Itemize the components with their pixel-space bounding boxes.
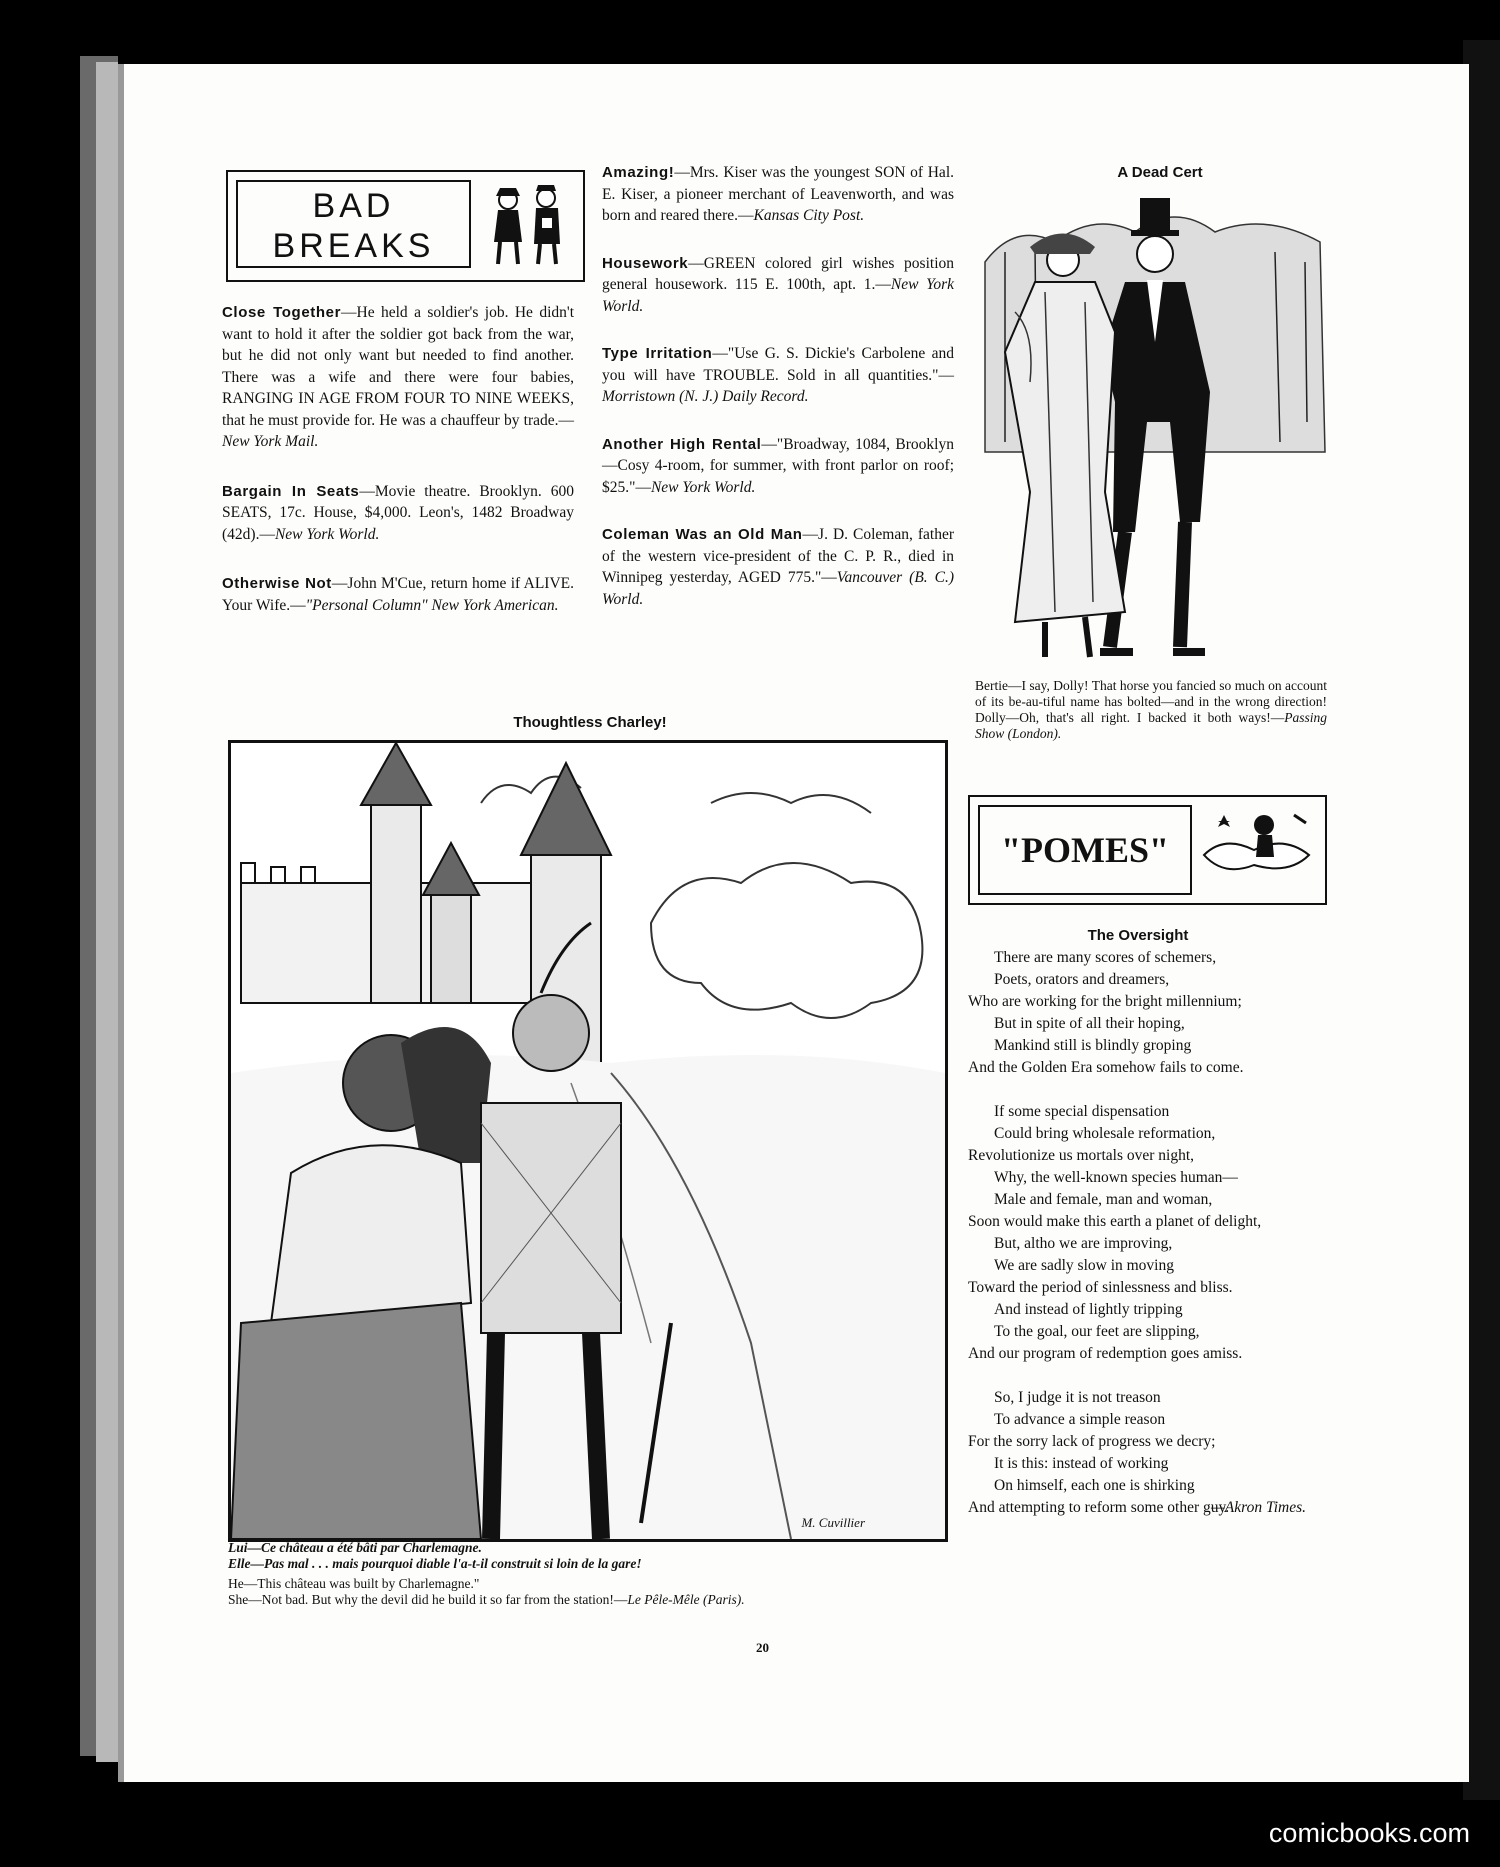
poem-line: Why, the well-known species human— <box>994 1169 1238 1186</box>
page-edge <box>96 62 118 1762</box>
item-otherwise-not <box>222 573 574 616</box>
poem-line: Toward the period of sinlessness and bliss. <box>968 1279 1233 1296</box>
poem-line: If some special dispensation <box>994 1103 1170 1120</box>
item-source: New York Mail. <box>222 433 319 450</box>
poem-line: Mankind still is blindly groping <box>994 1037 1192 1054</box>
item-head: Amazing! <box>602 164 675 181</box>
poem-the-oversight <box>968 925 1328 1541</box>
poem-stanza-1 <box>968 947 1328 1079</box>
item-text: —"Use G. S. Dickie's Carbolene and you will have TROUBLE. Sold in all quantities."— <box>602 345 954 384</box>
poem-line: Poets, orators and dreamers, <box>994 971 1170 988</box>
poem-line: For the sorry lack of progress we decry; <box>968 1433 1216 1450</box>
poem-line: We are sadly slow in moving <box>994 1257 1174 1274</box>
item-head: Type Irritation <box>602 345 713 362</box>
caption-english-1: He—This château was built by Charlemagne." <box>228 1576 480 1591</box>
item-head: Bargain In Seats <box>222 482 360 500</box>
thoughtless-charley-caption <box>228 1540 948 1608</box>
item-another-high-rental <box>602 434 954 499</box>
item-head: Housework <box>602 254 689 272</box>
dead-cert-caption-text: Bertie—I say, Dolly! That horse you fancied so much on account of its be-au-tiful name has bolted—and in the wrong direction! Dolly—Oh, that's all right. I backed it both ways!— <box>975 678 1327 725</box>
poem-line: To advance a simple reason <box>994 1411 1166 1428</box>
castle-illustration <box>231 743 945 1539</box>
cartoon-signature: M. Cuvillier <box>801 1515 865 1530</box>
poem-line: Revolutionize us mortals over night, <box>968 1147 1195 1164</box>
item-source: New York World. <box>602 276 954 315</box>
item-head: Coleman Was an Old Man <box>602 526 803 543</box>
poem-line: Who are working for the bright millennium; <box>968 993 1242 1010</box>
item-text: —John M'Cue, return home if ALIVE. Your Wife.— <box>222 575 574 614</box>
page-number: 20 <box>756 1640 769 1655</box>
dead-cert-title: A Dead Cert <box>1117 164 1203 181</box>
item-close-together <box>222 302 574 453</box>
caption-french-1: Lui—Ce château a été bâti par Charlemagne. <box>228 1540 482 1555</box>
item-source: Morristown (N. J.) Daily Record. <box>602 388 809 405</box>
left-column <box>222 302 574 638</box>
item-text: —Movie theatre. Brooklyn. 600 SEATS, 17c. House, $4,000. Leon's, 1482 Broadway (42d).— <box>222 482 574 543</box>
item-text: —J. D. Coleman, father of the western vice-president of the C. P. R., died in Winnipeg yesterday, AGED 775."— <box>602 526 954 586</box>
poem-line: And attempting to reform some other guy. <box>968 1499 1230 1516</box>
poem-line: And instead of lightly tripping <box>994 1301 1183 1318</box>
bad-breaks-logo <box>236 180 471 268</box>
item-text: —"Broadway, 1084, Brooklyn—Cosy 4-room, for summer, with front parlor on roof; $25."— <box>602 435 954 496</box>
bad-breaks-header <box>226 170 585 282</box>
poem-line: So, I judge it is not treason <box>994 1389 1161 1406</box>
item-type-irritation <box>602 343 954 408</box>
logo-line-1: BAD <box>312 187 395 225</box>
thoughtless-charley-title: Thoughtless Charley! <box>513 714 667 731</box>
item-source: Kansas City Post. <box>753 207 865 224</box>
poem-line: Male and female, man and woman, <box>994 1191 1213 1208</box>
two-figures-illustration <box>480 182 576 268</box>
poem-source: —Akron Times. <box>1210 1499 1306 1516</box>
item-housework <box>602 253 954 318</box>
poem-line: And our program of redemption goes amiss. <box>968 1345 1243 1362</box>
middle-column <box>602 162 954 632</box>
item-head: Another High Rental <box>602 435 762 453</box>
caption-english-2 <box>228 1592 948 1608</box>
poem-stanza-3 <box>968 1387 1328 1519</box>
item-source: Vancouver (B. C.) World. <box>602 569 954 608</box>
item-head: Otherwise Not <box>222 575 332 592</box>
poem-line: There are many scores of schemers, <box>994 949 1217 966</box>
poem-line: But, altho we are improving, <box>994 1235 1173 1252</box>
item-bargain-in-seats <box>222 481 574 546</box>
item-text: —He held a soldier's job. He didn't want to hold it after the soldier got back from the war, but he did not only want but needed to find another. There was a wife and there were four babies, RANGING IN AGE FROM FOUR TO NINE WEEKS, that he must provide for. He was a chauffeur by trade.— <box>222 304 574 429</box>
caption-source: Le Pêle-Mêle (Paris). <box>627 1592 745 1607</box>
flying-fairy-illustration <box>1194 805 1318 891</box>
item-coleman <box>602 524 954 610</box>
poem-line: To the goal, our feet are slipping, <box>994 1323 1200 1340</box>
pomes-header <box>968 795 1327 905</box>
poem-line: It is this: instead of working <box>994 1455 1169 1472</box>
caption-french-2: Elle—Pas mal . . . mais pourquoi diable l'a-t-il construit si loin de la gare! <box>228 1556 642 1571</box>
thoughtless-charley-frame <box>228 740 948 1542</box>
poem-line: But in spite of all their hoping, <box>994 1015 1185 1032</box>
item-text: —GREEN colored girl wishes position general housework. 115 E. 100th, apt. 1.— <box>602 254 954 293</box>
poem-line: Could bring wholesale reformation, <box>994 1125 1216 1142</box>
item-text: —Mrs. Kiser was the youngest SON of Hal. E. Kiser, a pioneer merchant of Leavenworth, and was born and reared there.— <box>602 164 954 224</box>
caption-english-2-text: She—Not bad. But why the devil did he build it so far from the station!— <box>228 1592 628 1607</box>
item-source: New York World. <box>650 478 756 496</box>
item-source: New York World. <box>274 525 380 543</box>
dead-cert-caption-source: Passing Show (London). <box>975 710 1327 741</box>
poem-line: And the Golden Era somehow fails to come. <box>968 1059 1244 1076</box>
dead-cert-illustration <box>975 192 1335 667</box>
item-source: "Personal Column" New York American. <box>305 596 559 614</box>
item-head: Close Together <box>222 304 341 321</box>
site-watermark: comicbooks.com <box>1268 1818 1470 1848</box>
item-amazing <box>602 162 954 227</box>
poem-line: On himself, each one is shirking <box>994 1477 1195 1494</box>
pomes-logo: "POMES" <box>978 805 1192 895</box>
poem-title: The Oversight <box>1087 927 1189 944</box>
poem-stanza-2 <box>968 1101 1328 1365</box>
logo-line-2: BREAKS <box>272 227 435 265</box>
dead-cert-caption <box>975 678 1327 742</box>
poem-line: Soon would make this earth a planet of delight, <box>968 1213 1262 1230</box>
